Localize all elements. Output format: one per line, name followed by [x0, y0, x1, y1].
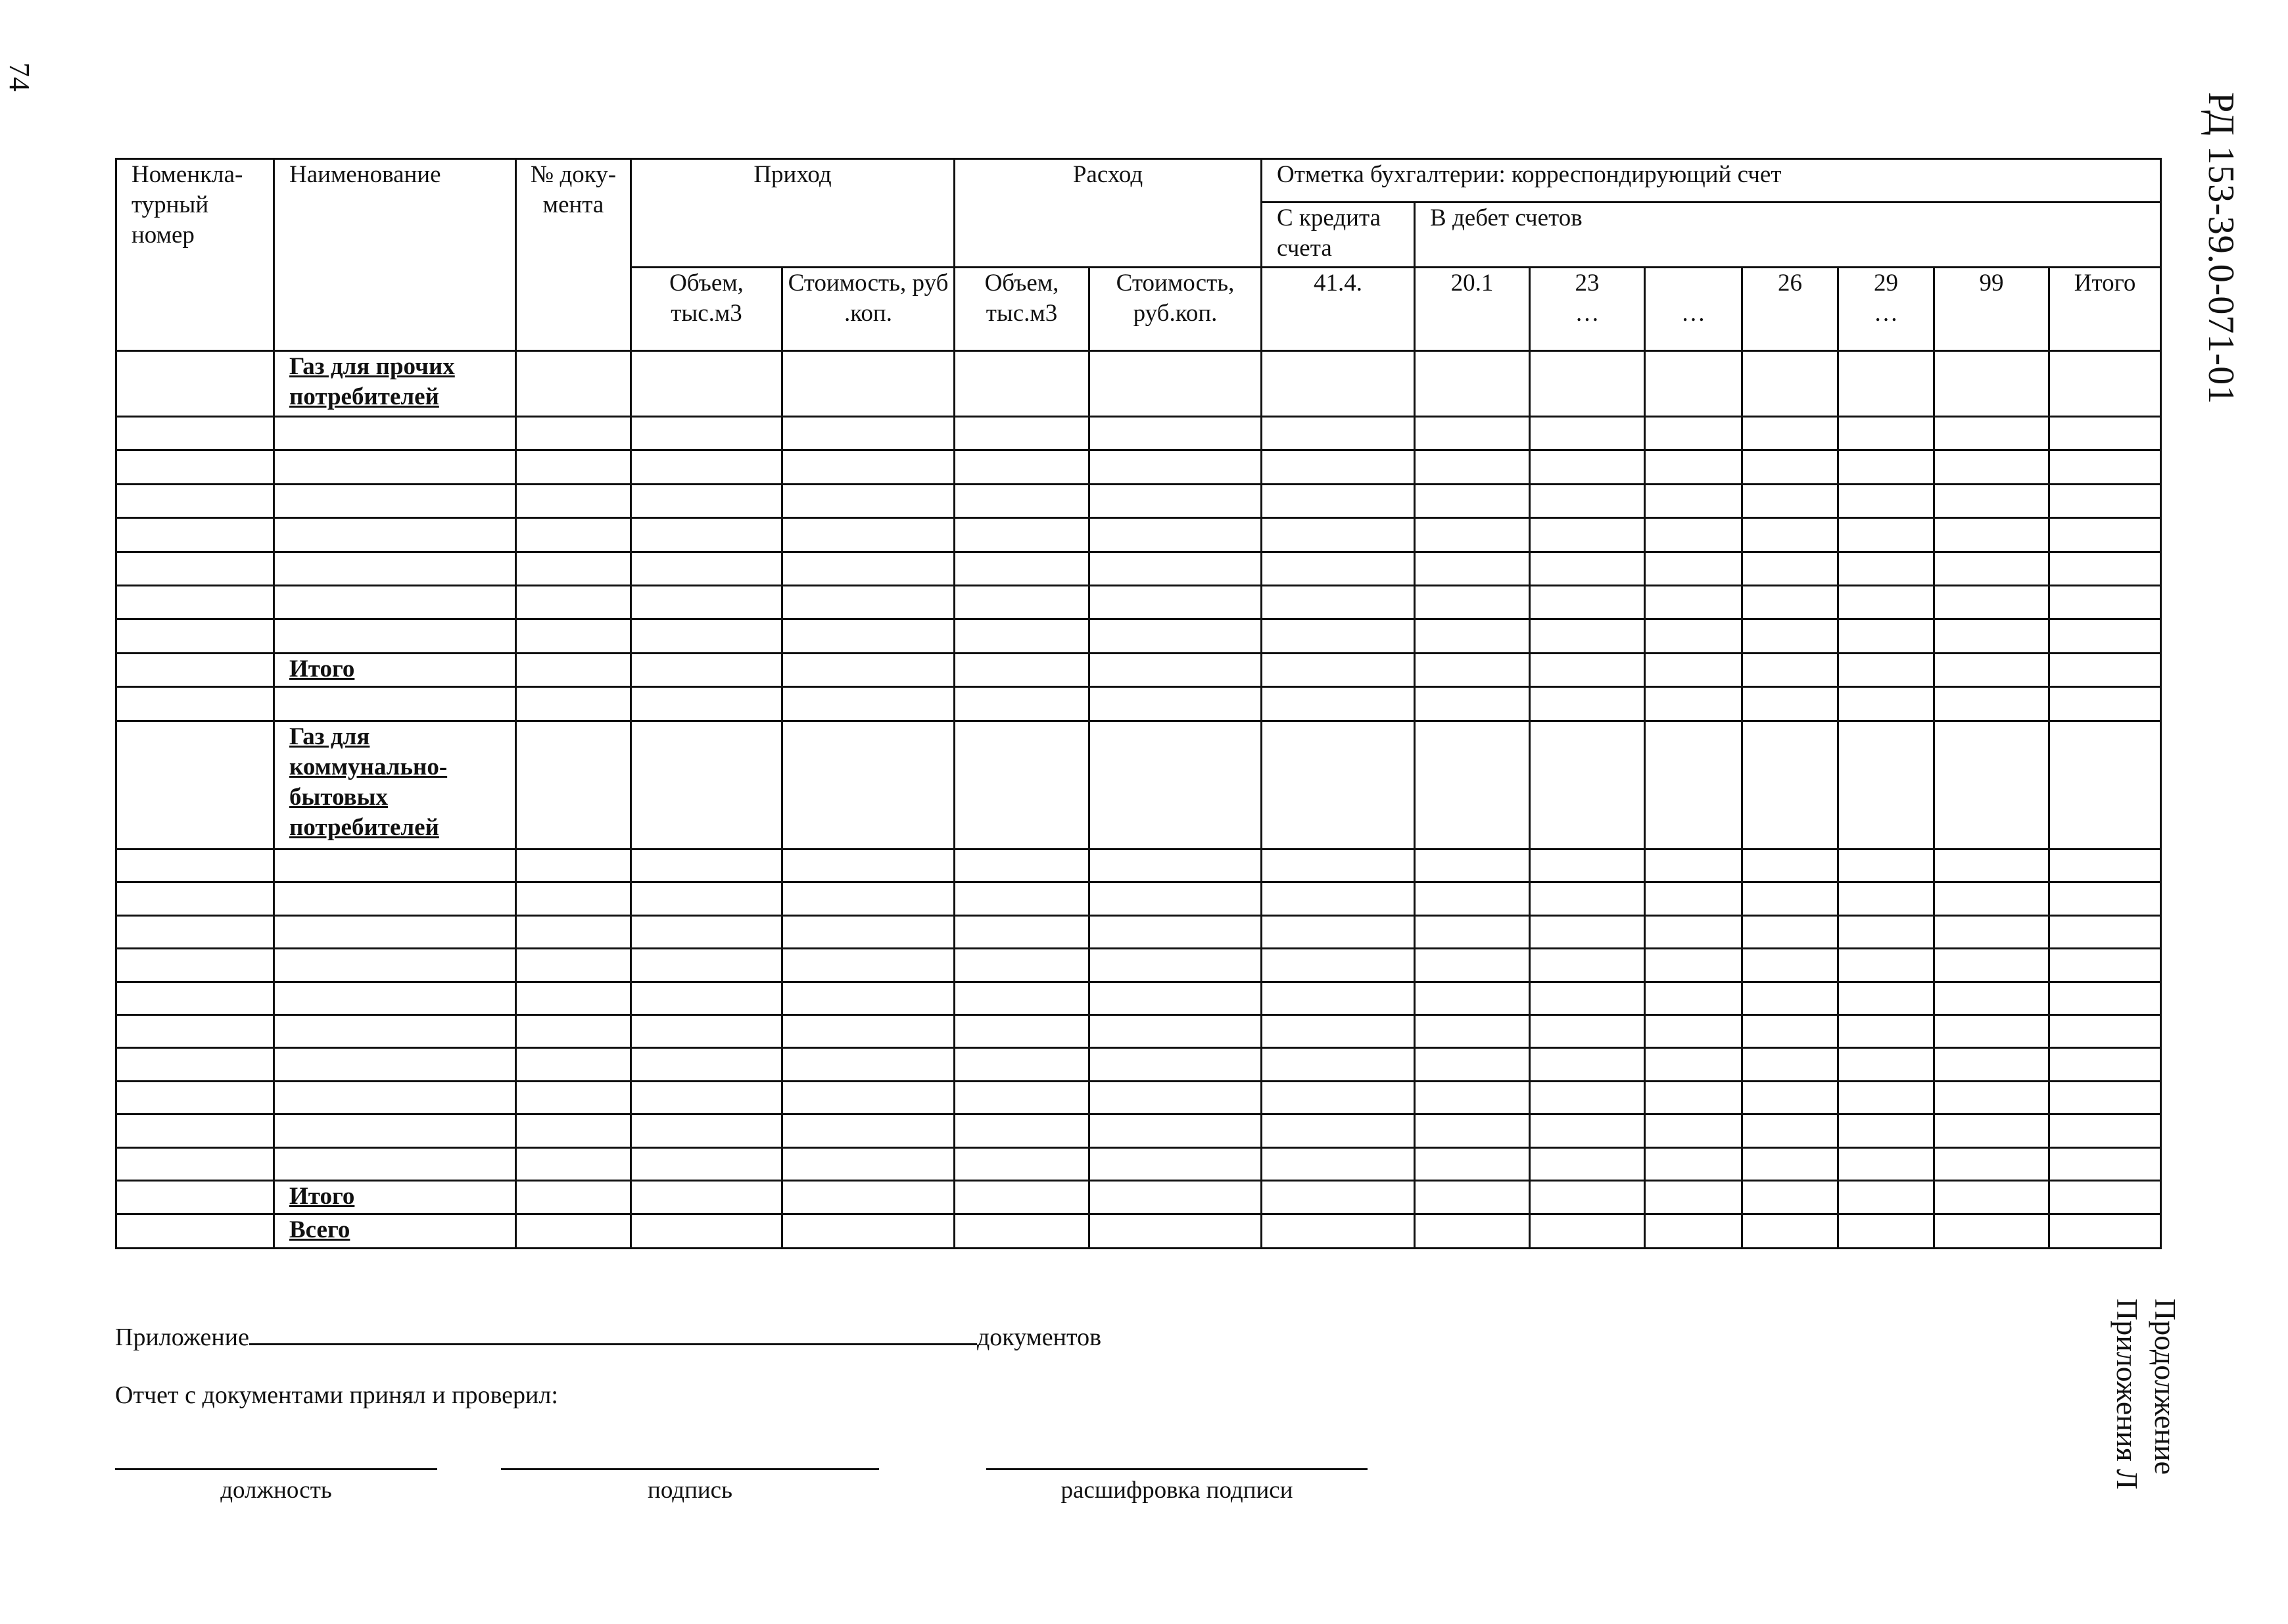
- attachment-suffix: документов: [976, 1324, 1102, 1351]
- table-row: [116, 552, 2161, 585]
- subtotal-other-consumers: Итого: [274, 653, 516, 686]
- table-row: [116, 1214, 2161, 1249]
- header-account-20-1: 20.1: [1415, 267, 1530, 351]
- accepted-label: Отчет с документами принял и проверил:: [115, 1381, 558, 1409]
- attachment-label: Приложение: [115, 1324, 249, 1351]
- table-row: [116, 585, 2161, 619]
- table-row: [116, 915, 2161, 948]
- header-income-cost: Стоимость, руб .коп.: [782, 267, 955, 351]
- signature-decode-field[interactable]: [986, 1468, 1368, 1470]
- account-23-label: 23: [1575, 269, 1600, 297]
- header-account-26: 26: [1742, 267, 1838, 351]
- table-row: [116, 1114, 2161, 1147]
- header-expense: Расход: [955, 159, 1262, 268]
- section-other-consumers: Газ для прочих потребителей: [274, 351, 516, 417]
- table-row: [116, 982, 2161, 1015]
- table-row: [116, 882, 2161, 915]
- signature-field[interactable]: [501, 1468, 879, 1470]
- attachment-count-field[interactable]: [249, 1318, 977, 1345]
- table-row: [116, 1015, 2161, 1048]
- header-name: Наименование: [274, 159, 516, 351]
- header-expense-cost: Стоимость, руб.коп.: [1089, 267, 1262, 351]
- table-row: [116, 1147, 2161, 1180]
- table-row: [116, 849, 2161, 882]
- account-blank-dots: …: [1681, 299, 1706, 327]
- continuation-line-1: Продолжение: [2149, 1299, 2182, 1475]
- signature-label: подпись: [648, 1477, 732, 1504]
- header-account-blank: [1645, 267, 1742, 351]
- table-row: [116, 351, 2161, 417]
- header-income-volume: Объем, тыс.м3: [631, 267, 782, 351]
- header-doc-number: № доку-мента: [516, 159, 631, 351]
- header-credit: С кредита счета: [1262, 202, 1415, 267]
- table-row: [116, 518, 2161, 552]
- section-household-consumers: Газ для коммунально-бытовых потребителей: [274, 721, 516, 849]
- table-row: [116, 416, 2161, 450]
- continuation-note: [2108, 1299, 2184, 1489]
- header-accounting-mark: Отметка бухгалтерии: корреспондирующий счет: [1262, 159, 2161, 203]
- document-code: РД 153-39.0-071-01: [2201, 92, 2241, 405]
- table-row: [116, 1180, 2161, 1214]
- gas-accounting-table: [115, 158, 2162, 1249]
- header-account-99: 99: [1934, 267, 2049, 351]
- header-debit: В дебет счетов: [1415, 202, 2161, 267]
- header-account-41-4: 41.4.: [1262, 267, 1415, 351]
- table-row: [116, 721, 2161, 849]
- grand-total: Всего: [274, 1214, 516, 1249]
- header-account-29: [1838, 267, 1934, 351]
- page-number: 74: [3, 62, 36, 91]
- account-29-dots: …: [1874, 299, 1899, 327]
- table-row: [116, 619, 2161, 653]
- account-23-dots: …: [1575, 299, 1600, 327]
- table-row: [116, 450, 2161, 484]
- header-account-23: [1530, 267, 1645, 351]
- position-field[interactable]: [115, 1468, 437, 1470]
- table-row: [116, 484, 2161, 517]
- header-income: Приход: [631, 159, 955, 268]
- subtotal-household-consumers: Итого: [274, 1180, 516, 1214]
- header-expense-volume: Объем, тыс.м3: [955, 267, 1089, 351]
- header-account-total: Итого: [2049, 267, 2161, 351]
- position-label: должность: [220, 1477, 332, 1504]
- table-row: [116, 1048, 2161, 1081]
- header-nomenclature: Номенкла-турный номер: [116, 159, 274, 351]
- table-row: [116, 949, 2161, 982]
- continuation-line-2: Приложения Л: [2110, 1299, 2144, 1490]
- signature-decode-label: расшифровка подписи: [1061, 1477, 1293, 1504]
- table-row: [116, 653, 2161, 686]
- attachment-line: [115, 1318, 1101, 1352]
- table-row: [116, 1081, 2161, 1114]
- table-row: [116, 687, 2161, 721]
- account-29-label: 29: [1874, 269, 1899, 297]
